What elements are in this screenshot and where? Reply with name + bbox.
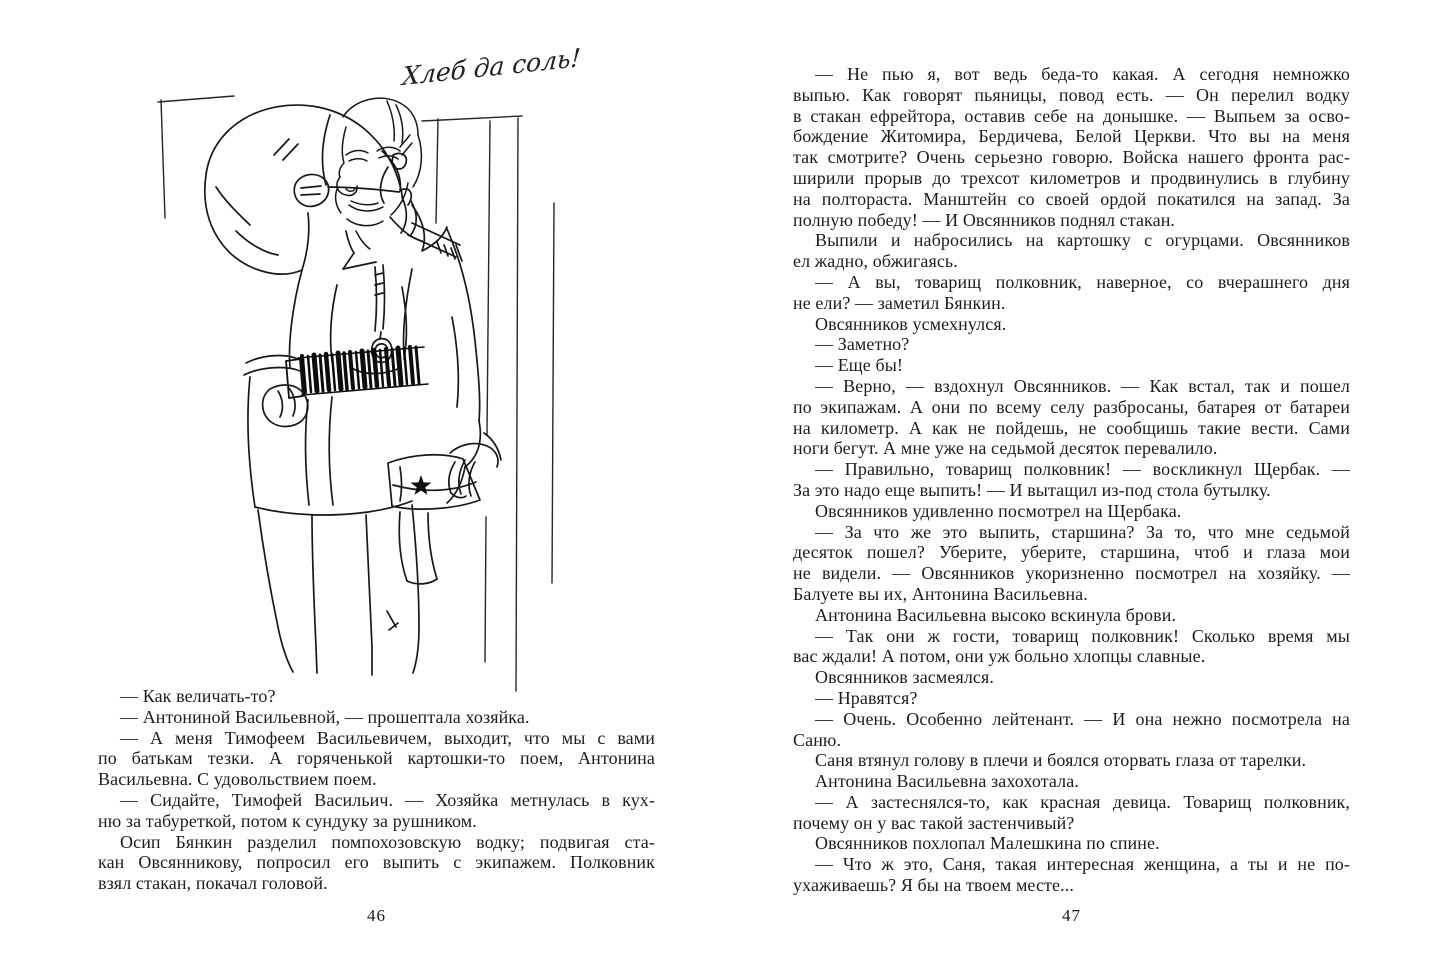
sack <box>205 105 416 274</box>
head-face <box>336 98 422 249</box>
text-line: — Заметно? <box>815 334 910 355</box>
door-frame <box>158 96 554 691</box>
text-line: Саню. <box>793 729 842 750</box>
soldier-with-sack-illustration <box>150 55 580 695</box>
cap-with-star <box>388 433 501 509</box>
text-line: Овсянников засмеялся. <box>815 667 994 688</box>
text-line: Овсянников похлопал Малешкина по спине. <box>815 833 1160 854</box>
text-line: — Так они ж гости, товарищ полковник! Сколько время мы <box>815 625 1350 646</box>
text-line: — А вы, товарищ полковник, наверное, со вчерашнего дня <box>815 271 1350 292</box>
text-line: Осип Бянкин разделил помпохозовскую водку; подвигая ста- <box>120 831 655 852</box>
text-line: ел жадно, обжигаясь. <box>793 251 958 272</box>
left-arm-fist <box>244 356 308 427</box>
book-page-right <box>722 0 1445 978</box>
page-number-left: 46 <box>367 906 386 925</box>
text-line: — Еще бы! <box>815 355 903 376</box>
text-line: Овсянников усмехнулся. <box>815 313 1007 334</box>
text-line: не ели? — заметил Бянкин. <box>793 292 1006 313</box>
text-line: десяток пошел? Уберите, уберите, старшина, чтоб и глаза мои <box>793 542 1350 563</box>
text-line: ню за табуреткой, потом к сундуку за рушником. <box>98 810 477 831</box>
text-line: по экипажам. А они по всему селу разбросаны, батарея от батареи <box>793 396 1350 417</box>
text-line: ухаживаешь? Я бы на твоем месте... <box>793 875 1074 896</box>
gripping-hand <box>294 174 328 270</box>
text-line: — Очень. Особенно лейтенант. — И она нежно посмотрела на <box>815 708 1350 729</box>
text-line: — Верно, — вздохнул Овсянников. — Как встал, так и пошел <box>815 375 1350 396</box>
text-line: взял стакан, покачал головой. <box>98 873 328 894</box>
text-line: За это надо еще выпить! — И вытащил из-под стола бутылку. <box>793 479 1271 500</box>
collar-epaulette <box>343 205 462 269</box>
text-line: Антонина Васильевна высоко вскинула брови. <box>815 604 1177 625</box>
text-line: Васильевна. С удовольствием поем. <box>98 769 377 790</box>
text-line: полную победу! — И Овсянников поднял стакан. <box>793 209 1176 230</box>
text-line: ширили прорыв до трехсот километров и продвинулись в глубину <box>793 167 1350 188</box>
page-number-right: 47 <box>1062 906 1081 925</box>
text-line: по батькам тезки. А горяченькой картошки-то поем, Антонина <box>98 748 655 769</box>
handwritten-caption: Хлеб да соль! <box>401 43 582 92</box>
right-page-text-column <box>793 64 1350 896</box>
text-line: не видели. — Овсянников укоризненно посмотрел на хозяйку. — <box>793 563 1350 584</box>
text-line: вас ждали! А потом, они уж больно хлопцы славные. <box>793 646 1206 667</box>
belt <box>286 347 428 398</box>
text-line: почему он у вас такой застенчивый? <box>793 812 1075 833</box>
red-star-icon <box>411 475 432 495</box>
text-line: ноги бегут. А мне уже на седьмой десяток перевалило. <box>793 438 1218 459</box>
text-line: — А меня Тимофеем Васильевичем, выходит, что мы с вами <box>120 727 655 748</box>
text-line: на полтораста. Манштейн со своей ордой покатился на запад. За <box>793 188 1350 209</box>
text-line: так смотрите? Очень серьезно говорю. Войска нашего фронта рас- <box>793 147 1350 168</box>
text-line: — Что ж это, Саня, такая интересная женщина, а ты и не по- <box>815 854 1350 875</box>
text-line: — Правильно, товарищ полковник! — воскликнул Щербак. — <box>815 459 1350 480</box>
text-line: Балуете вы их, Антонина Васильевна. <box>793 583 1088 604</box>
text-line: — Сидайте, Тимофей Васильич. — Хозяйка метнулась в кух- <box>120 789 655 810</box>
text-line: — Как величать-то? <box>120 686 276 706</box>
text-line: — Антониной Васильевной, — прошептала хозяйка. <box>120 706 530 727</box>
book-page-left <box>0 0 722 978</box>
text-line: Саня втянул голову в плечи и боялся оторвать глаза от тарелки. <box>815 750 1307 771</box>
text-line: — За что же это выпить, старшина? За то, что мне седьмой <box>815 521 1350 542</box>
text-line: Антонина Васильевна захохотала. <box>815 771 1079 792</box>
text-line: — Не пью я, вот ведь беда-то какая. А сегодня немножко <box>815 64 1350 84</box>
left-page-text-column <box>98 686 655 894</box>
tunic-skirt <box>248 377 465 584</box>
text-line: — Нравятся? <box>815 687 918 708</box>
text-line: кан Овсянникову, попросил его выпить с экипажем. Полковник <box>98 852 655 873</box>
text-line: бождение Житомира, Бердичева, Белой Церкви. Что вы на меня <box>793 126 1350 147</box>
text-line: Выпили и набросились на картошку с огурцами. Овсянников <box>815 230 1350 251</box>
text-line: — А застеснялся-то, как красная девица. Товарищ полковник, <box>815 791 1350 812</box>
text-line: Овсянников удивленно посмотрел на Щербака. <box>815 500 1182 521</box>
trousers <box>258 505 419 675</box>
text-line: на километр. А как не пойдешь, не сообщишь такие вести. Сами <box>793 417 1350 438</box>
text-line: в стакан ефрейтора, оставив себе на донышке. — Выпьем за осво- <box>793 105 1350 126</box>
text-line: выпью. Как говорят пьяницы, повод есть. — Он перелил водку <box>793 84 1350 105</box>
